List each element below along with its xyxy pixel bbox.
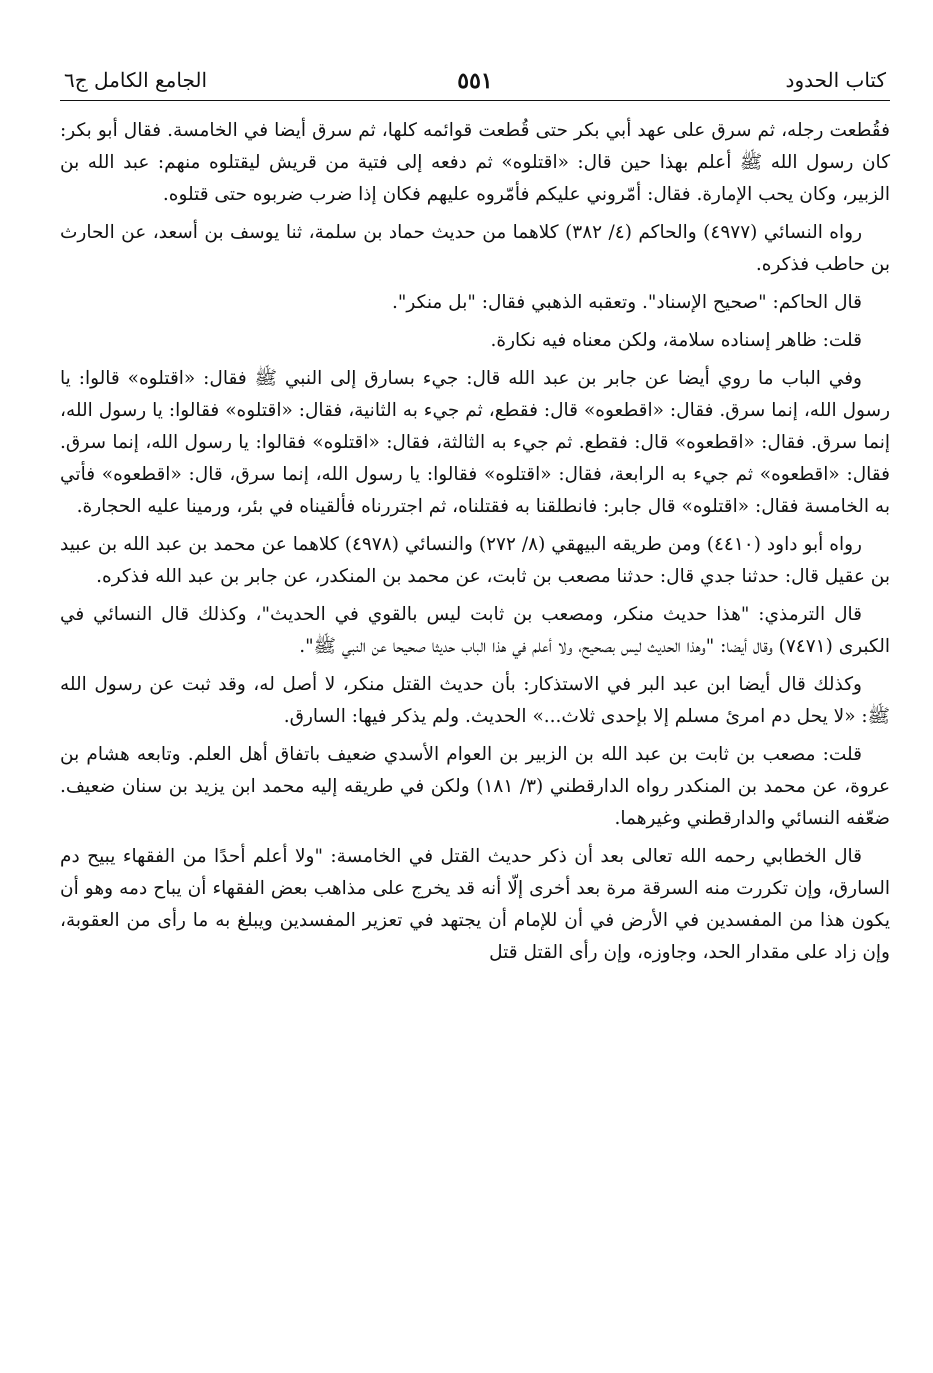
page-header [60, 60, 890, 101]
paragraph: رواه أبو داود (٤٤١٠) ومن طريقه البيهقي (٨/ ٢٧٢) والنسائي (٤٩٧٨) كلاهما عن محمد بن عبد الله بن عبيد بن عقيل قال: حدثنا جدي قال: حدثنا مصعب بن ثابت، عن محمد بن المنكدر، عن جابر بن عبد الله فذكره. [60, 534, 890, 587]
book-title: الجامع الكامل ج٦ [64, 68, 208, 92]
paragraph: فقُطعت رجله، ثم سرق على عهد أبي بكر حتى قُطعت قوائمه كلها، ثم سرق أيضا في الخامسة. فقال أبو بكر: كان رسول الله ﷺ أعلم بهذا حين قال: «اقتلوه» ثم دفعه إلى فتية من قريش ليقتلوه منهم: عبد الله بن الزبير، وكان يحب الإمارة. فقال: أمّروني عليكم فأمّروه عليهم فكان إذا ضرب ضربوه حتى قتلوه. [60, 120, 890, 205]
page-number: ٥٥١ [457, 68, 493, 94]
paragraph: قلت: ظاهر إسناده سلامة، ولكن معناه فيه نكارة. [490, 330, 862, 351]
page-body [60, 101, 890, 969]
paragraph: قال الترمذي: "هذا حديث منكر، ومصعب بن ثابت ليس بالقوي في الحديث"، وكذلك قال النسائي في الكبرى (٧٤٧١) وقال أيضا: "وهذا الحديث ليس بصحيح، ولا أعلم في هذا الباب حديثا صحيحا عن النبي ﷺ". [60, 604, 890, 657]
paragraph: قال الحاكم: "صحيح الإسناد". وتعقبه الذهبي فقال: "بل منكر". [392, 292, 862, 313]
paragraph: قلت: مصعب بن ثابت بن عبد الله بن الزبير بن العوام الأسدي ضعيف باتفاق أهل العلم. وتابعه هشام بن عروة، عن محمد بن المنكدر رواه الدارقطني (٣/ ١٨١) ولكن في طريقه إليه محمد ابن يزيد بن سنان ضعيف. ضعّفه النسائي والدارقطني وغيرهما. [60, 744, 890, 829]
paragraph: وفي الباب ما روي أيضا عن جابر بن عبد الله قال: جيء بسارق إلى النبي ﷺ فقال: «اقتلوه» قالوا: يا رسول الله، إنما سرق. فقال: «اقطعوه» قال: فقطع، ثم جيء به الثانية، فقال: «اقتلوه» فقالوا: يا رسول الله، إنما سرق. فقال: «اقطعوه» قال: فقطع. ثم جيء به الثالثة، فقال: «اقتلوه» فقالوا: يا رسول الله، إنما سرق. فقال: «اقطعوه» ثم جيء به الرابعة، فقال: «اقتلوه» فقالوا: يا رسول الله، إنما سرق، قال: «اقطعوه» فأتي به الخامسة فقال: «اقتلوه» قال جابر: فانطلقنا به فقتلناه، ثم اجتررناه فألقيناه في بئر، ورمينا عليه الحجارة. [60, 368, 890, 517]
paragraph: رواه النسائي (٤٩٧٧) والحاكم (٤/ ٣٨٢) كلاهما من حديث حماد بن سلمة، ثنا يوسف بن أسعد، عن الحارث بن حاطب فذكره. [60, 222, 890, 275]
paragraph: وكذلك قال أيضا ابن عبد البر في الاستذكار: بأن حديث القتل منكر، لا أصل له، وقد ثبت عن رسول الله ﷺ: «لا يحل دم امرئ مسلم إلا بإحدى ثلاث...» الحديث. ولم يذكر فيها: السارق. [60, 674, 890, 727]
chapter-title: كتاب الحدود [785, 68, 886, 92]
book-page [60, 60, 890, 975]
paragraph: قال الخطابي رحمه الله تعالى بعد أن ذكر حديث القتل في الخامسة: "ولا أعلم أحدًا من الفقهاء يبيح دم السارق، وإن تكررت منه السرقة مرة بعد أخرى إلّا أنه قد يخرج على مذاهب بعض الفقهاء أن يباح دمه وهو أن يكون هذا من المفسدين في الأرض في أن للإمام أن يجتهد في تعزير المفسدين ويبلغ به ما رأى من العقوبة، وإن زاد على مقدار الحد، وجاوزه، وإن رأى القتل قتل [60, 846, 890, 963]
